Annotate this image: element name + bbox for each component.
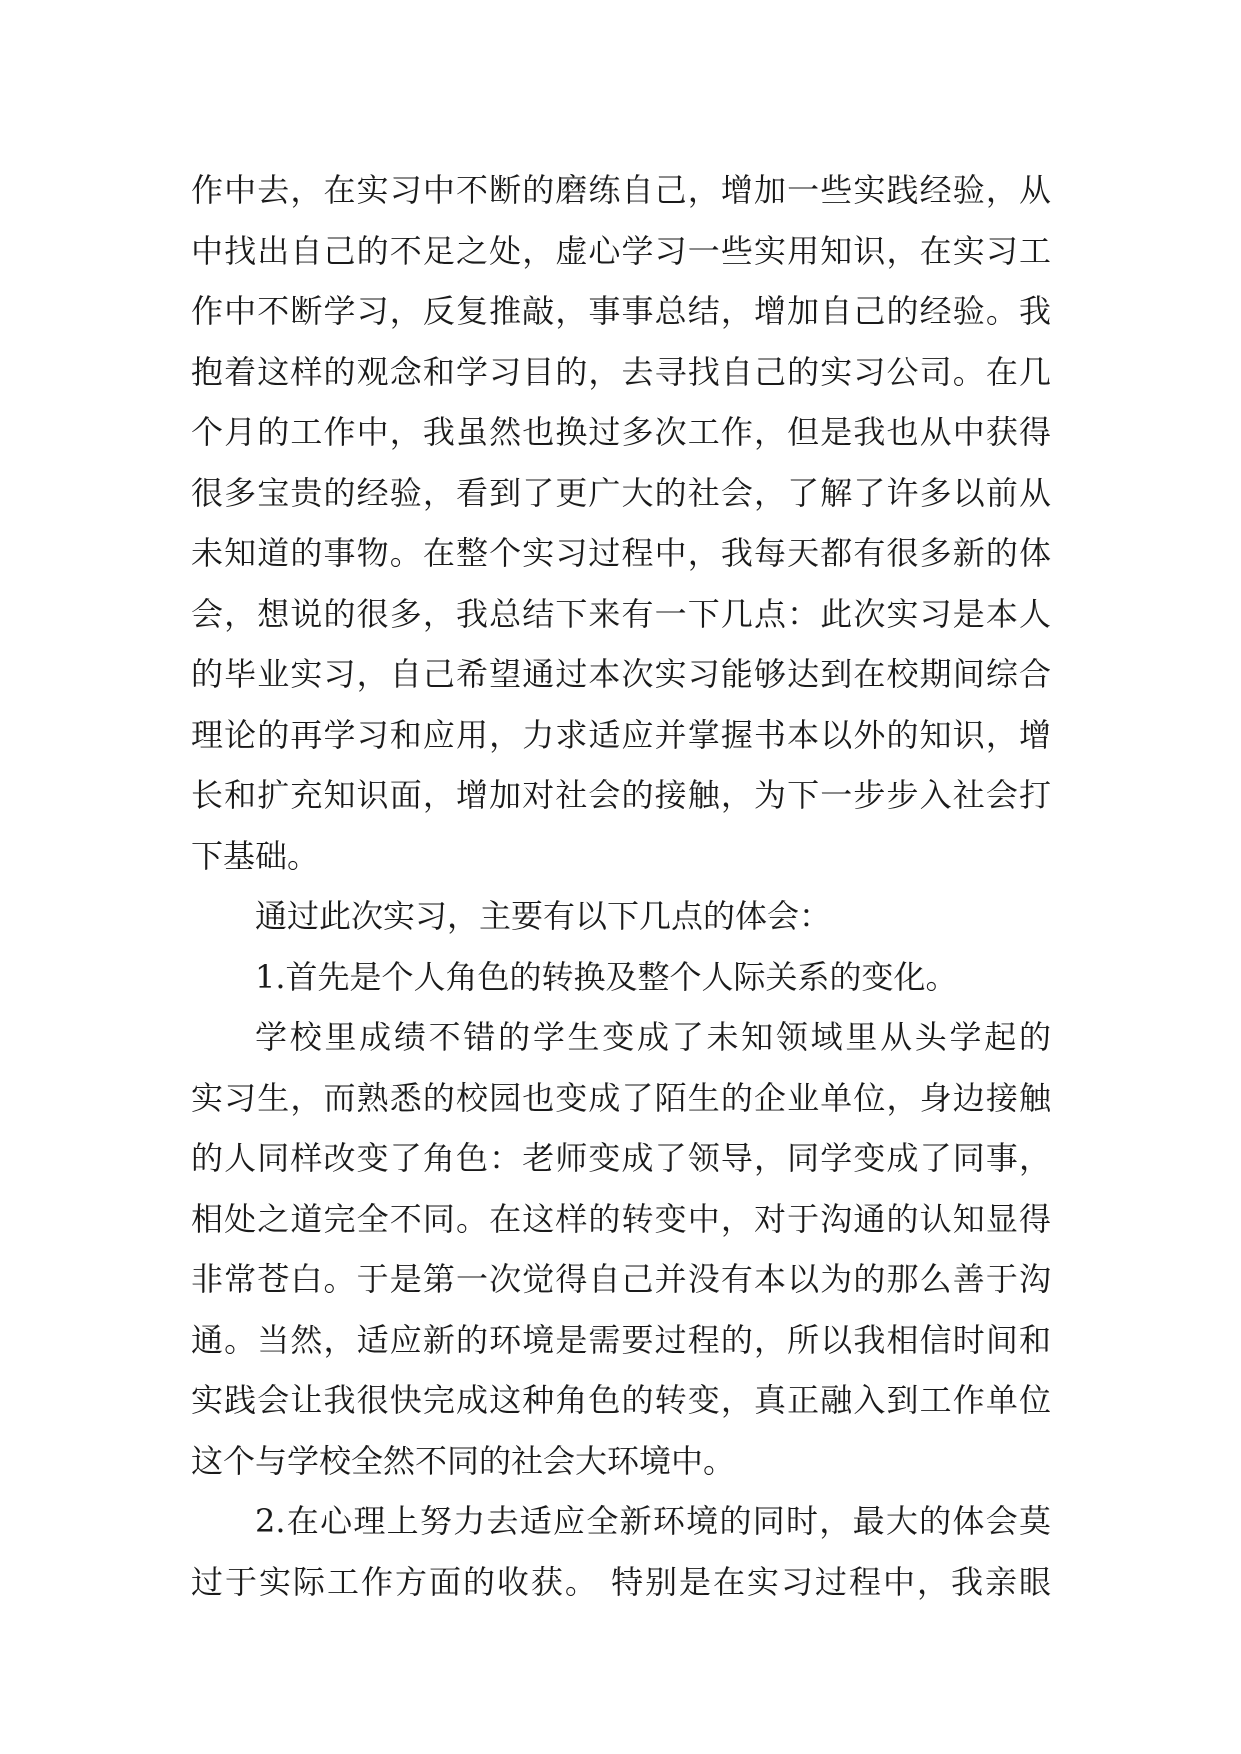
text-line: 实习生，而熟悉的校园也变成了陌生的企业单位，身边接触 — [191, 1078, 1051, 1117]
text-line: 过于实际工作方面的收获。 特别是在实习过程中，我亲眼 — [191, 1562, 1051, 1601]
text-line: 的毕业实习，自己希望通过本次实习能够达到在校期间综合 — [191, 655, 1051, 693]
text-line: 的人同样改变了角色：老师变成了领导，同学变成了同事， — [191, 1139, 1051, 1177]
text-line: 抱着这样的观念和学习目的，去寻找自己的实习公司。在几 — [191, 352, 1051, 391]
text-line: 作中不断学习，反复推敲，事事总结，增加自己的经验。我 — [191, 292, 1051, 330]
text-line: 下基础。 — [191, 836, 320, 875]
text-line: 1.首先是个人角色的转换及整个人际关系的变化。 — [255, 957, 958, 996]
text-line: 个月的工作中，我虽然也换过多次工作，但是我也从中获得 — [191, 413, 1051, 451]
text-line: 这个与学校全然不同的社会大环境中。 — [191, 1441, 736, 1480]
text-line: 会，想说的很多，我总结下来有一下几点：此次实习是本人 — [191, 594, 1051, 633]
text-line: 作中去，在实习中不断的磨练自己，增加一些实践经验，从 — [191, 171, 1051, 209]
text-line: 2.在心理上努力去适应全新环境的同时，最大的体会莫 — [255, 1502, 1051, 1540]
text-line: 非常苍白。于是第一次觉得自己并没有本以为的那么善于沟 — [191, 1260, 1051, 1298]
text-line: 中找出自己的不足之处，虚心学习一些实用知识，在实习工 — [191, 231, 1051, 270]
text-line: 未知道的事物。在整个实习过程中，我每天都有很多新的体 — [191, 534, 1051, 572]
text-line: 相处之道完全不同。在这样的转变中，对于沟通的认知显得 — [191, 1199, 1051, 1238]
text-line: 实践会让我很快完成这种角色的转变，真正融入到工作单位 — [191, 1381, 1051, 1419]
text-line: 长和扩充知识面，增加对社会的接触，为下一步步入社会打 — [191, 776, 1051, 814]
document-body — [191, 160, 1051, 1612]
text-line: 通。当然，适应新的环境是需要过程的，所以我相信时间和 — [191, 1320, 1051, 1359]
text-line: 通过此次实习，主要有以下几点的体会： — [255, 897, 832, 935]
text-line: 很多宝贵的经验，看到了更广大的社会，了解了许多以前从 — [191, 473, 1051, 512]
text-line: 学校里成绩不错的学生变成了未知领域里从头学起的 — [255, 1018, 1051, 1056]
text-line: 理论的再学习和应用，力求适应并掌握书本以外的知识，增 — [191, 715, 1051, 754]
